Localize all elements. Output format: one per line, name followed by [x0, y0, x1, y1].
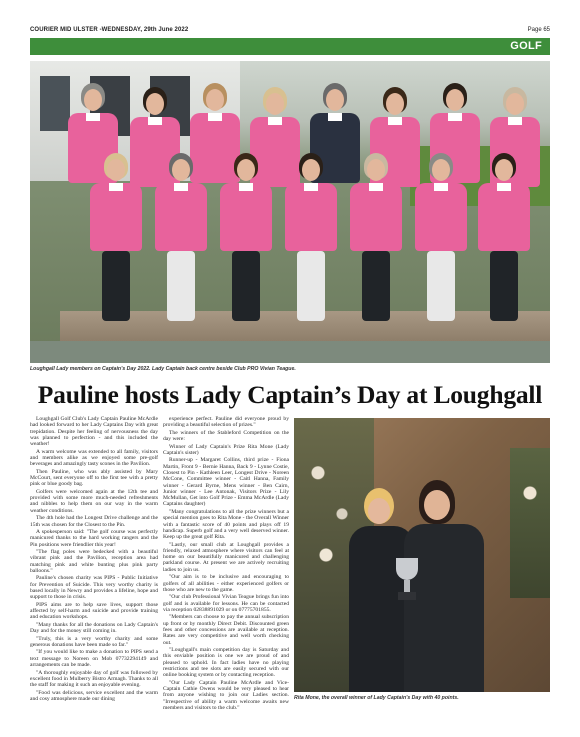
article-paragraph: Golfers were welcomed again at the 12th tee and provided with some more much-needed refreshments and nibbles to help them on our way in the warm weather conditions.: [30, 488, 158, 514]
article-paragraph: experience perfect. Pauline did everyone proud by providing a beautiful selection of prizes.": [163, 416, 289, 429]
article-column-1: [30, 416, 158, 703]
page-number: Page 65: [527, 27, 550, 33]
article-paragraph: "Truly, this is a very worthy charity and some generous donations have been made so far.": [30, 635, 158, 648]
masthead: [30, 27, 550, 37]
article-paragraph: "Our aim is to be inclusive and encouraging to golfers of all abilities - either experienced golfers or those who are new to the game.: [163, 574, 289, 593]
masthead-publication: COURIER MID ULSTER -WEDNESDAY, 29th June 2022: [30, 27, 189, 33]
article-paragraph: "Our Lady Captain Pauline McArdle and Vice-Captain Cathie Owens would be very pleased to hear from anyone wishing to join our Ladies section. "Irrespective of ability a warm welcome awaits new members and visitors to the club.": [163, 679, 289, 711]
article-paragraph: The 4th hole had the Longest Drive challenge and the 15th was chosen for the Closest to the Pin.: [30, 515, 158, 528]
section-bar: [30, 38, 550, 55]
photo-caption: Loughgall Lady members on Captain's Day 2022. Lady Captain back centre beside Club PRO Vivian Teague.: [30, 366, 296, 372]
article-paragraph: "A thoroughly enjoyable day of golf was followed by excellent food in Mulberry Bistro Armagh. Thanks to all the staff for making it such an enjoyable evening.: [30, 669, 158, 689]
article-paragraph: "Lastly, our small club at Loughgall provides a friendly, relaxed atmosphere where visitors can feel at home on our beautifully manicured and challenging parkland course. At present we are actively recruiting ladies to join us.: [163, 541, 289, 573]
winner-caption: Rita Mone, the overall winner of Lady Captain's Day with 40 points.: [294, 695, 459, 701]
article-paragraph: A warm welcome was extended to all family, visitors and members alike as we enjoyed some pre-golf beverages and amazingly tasty scones in the Pavilion.: [30, 448, 158, 468]
article-paragraph: Winner of Lady Captain's Prize Rita Mone (Lady Captain's sister): [163, 443, 289, 456]
trophy-icon: [396, 558, 418, 603]
winner-photo: [294, 418, 550, 692]
article-paragraph: The winners of the Stableford Competition on the day were:: [163, 429, 289, 443]
article-paragraph: Runner-up - Margaret Collins, third prize - Fiona Martin, Front 9 - Bernie Hanna, Back 9 - Lynne Costie, Closest to Pin - Kathleen Leer, Longest Drive - Noreen McCone, Committee winner - Caitl Hanna, Family winner - Gerard Byrne, Mens winner - Ben Cairn, Junior winner - Lee Antonak, Visitors Prize - Lily McMullan, Get into Golf Prize - Emma McArdle (Lady Captains daughter): [163, 457, 289, 508]
article-headline: Pauline hosts Lady Captain’s Day at Loughgall: [37, 380, 543, 409]
article-paragraph: Then Pauline, who was ably assisted by Mary McCourt, sent everyone off to the first tee with a pretty pink or blue goody bag.: [30, 468, 158, 488]
article-paragraph: "Food was delicious, service excellent and the warm and cosy atmosphere made our dining: [30, 689, 158, 702]
flower-arrangement-right: [510, 448, 550, 598]
article-paragraph: "Many congratulations to all the prize winners but a special mention goes to Rita Mone - the Overall Winner with a fantastic score of 40 points and plays off 19 handicap. Superb golf and a very well deserved winner. Keep up the great golf Rita.: [163, 508, 289, 541]
article-paragraph: PIPS aims are to help save lives, support those affected by self-harm and suicide and provide training and education workshops.: [30, 601, 158, 621]
article-paragraph: Pauline's chosen charity was PIPS - Public Initiative for Prevention of Suicide. This very worthy charity is based locally in Newry and provides a lifeline, hope and support to those in crisis.: [30, 575, 158, 601]
article-column-2: [163, 416, 289, 712]
article-paragraph: "Our club Professional Vivian Teague brings fun into golf and is available for lessons. He can be contacted via reception 02838891029 or on 07775701855.: [163, 594, 289, 613]
article-paragraph: "The flag poles were bedecked with a beautiful vibrant pink and the Pavilion, reception area had matching pink and white bunting plus pink party balloons.": [30, 549, 158, 574]
section-label: GOLF: [510, 40, 542, 52]
article-paragraph: "Many thanks for all the donations on Lady Captain's Day and for the money still coming in.: [30, 621, 158, 635]
group-photo: [30, 61, 550, 363]
article-paragraph: "If you would like to make a donation to PIPS send a text message to Noreen on Mob 07732294149 and arrangements can be made.: [30, 649, 158, 669]
article-paragraph: Loughgall Golf Club's Lady Captain Pauline McArdle had looked forward to her Lady Captains Day with great trepidation. Despite her feeling of nervousness the day was planned to perfection - and this included the weather!: [30, 416, 158, 448]
article-paragraph: "Loughgall's main competition day is Saturday and this enviable position is one we are proud of and pleased to uphold. In fact ladies have no playing restrictions and tee slots are easily secured with our online booking system or by contacting reception.: [163, 647, 289, 679]
article-paragraph: A spokesperson said: "The golf course was perfectly manicured thanks to the hard working rangers and the Pin positions were friendlier this year!: [30, 528, 158, 548]
article-paragraph: "Members can choose to pay the annual subscription up front or by monthly Direct Debit. Discounted green fees and other concessions are available at reception. Rates are very competitive and well worth checking out.: [163, 614, 289, 646]
